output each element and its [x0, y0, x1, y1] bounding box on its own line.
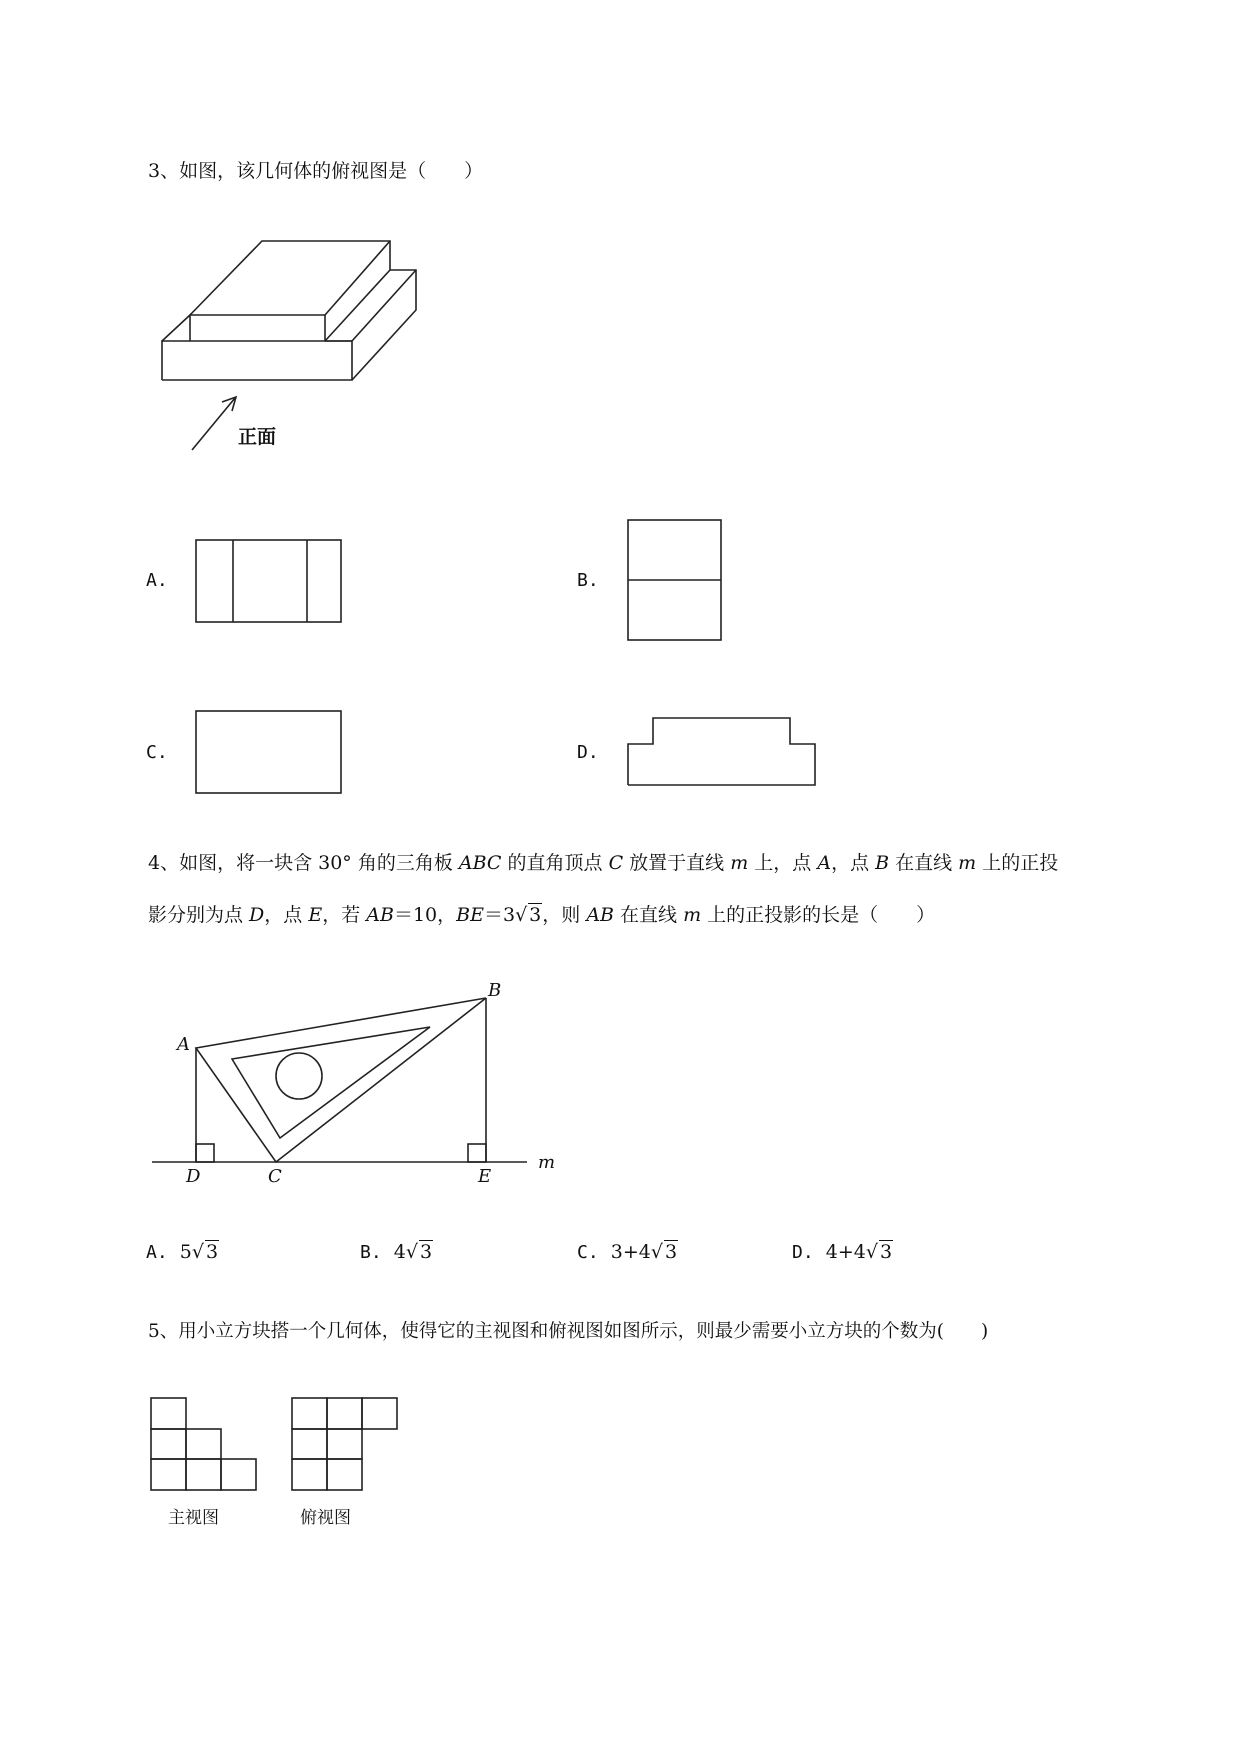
q3-option-c-figure [196, 711, 341, 793]
q3-option-a-label: A. [146, 570, 168, 591]
q4-line1: 4、如图，将一块含 30° 角的三角板 ABC 的直角顶点 C 放置于直线 m 上，点 A，点 B 在直线 m 上的正投 [148, 852, 1059, 874]
q3-option-b-figure [628, 520, 721, 640]
q4-label-B: B [488, 980, 502, 1001]
q4-label-A: A [177, 1034, 190, 1055]
q4-option-d: D. 4+4√ 3 [792, 1241, 893, 1263]
q4-label-D: D [186, 1166, 201, 1187]
q4-option-a: A. 5√ 3 [146, 1241, 219, 1263]
q5-text: 5、用小立方块搭一个几何体，使得它的主视图和俯视图如图所示，则最少需要小立方块的个数为( ) [148, 1321, 989, 1342]
q5-top-view-grid [292, 1398, 397, 1490]
q4-option-c: C. 3+4√ 3 [577, 1241, 678, 1263]
q4-label-E: E [478, 1166, 492, 1187]
q3-option-d-label: D. [577, 742, 599, 763]
q5-front-caption: 主视图 [168, 1508, 219, 1528]
q4-label-m: m [538, 1152, 556, 1173]
q4-line2: 影分别为点 D，点 E，若 AB＝10，BE＝3√ 3，则 AB 在直线 m 上的正投影的长是（ ） [148, 904, 936, 926]
q3-option-c-label: C. [146, 742, 168, 763]
q4-option-b: B. 4√ 3 [360, 1241, 433, 1263]
q5-top-caption: 俯视图 [300, 1508, 351, 1528]
q3-option-a-figure [196, 540, 341, 622]
q3-option-b-label: B. [577, 570, 599, 591]
q3-text: 3、如图，该几何体的俯视图是（ ） [148, 160, 484, 182]
q3-front-label: 正面 [238, 426, 277, 448]
q3-option-d-figure [628, 718, 815, 785]
q5-front-view-grid [151, 1398, 256, 1490]
q4-label-C: C [268, 1166, 282, 1187]
